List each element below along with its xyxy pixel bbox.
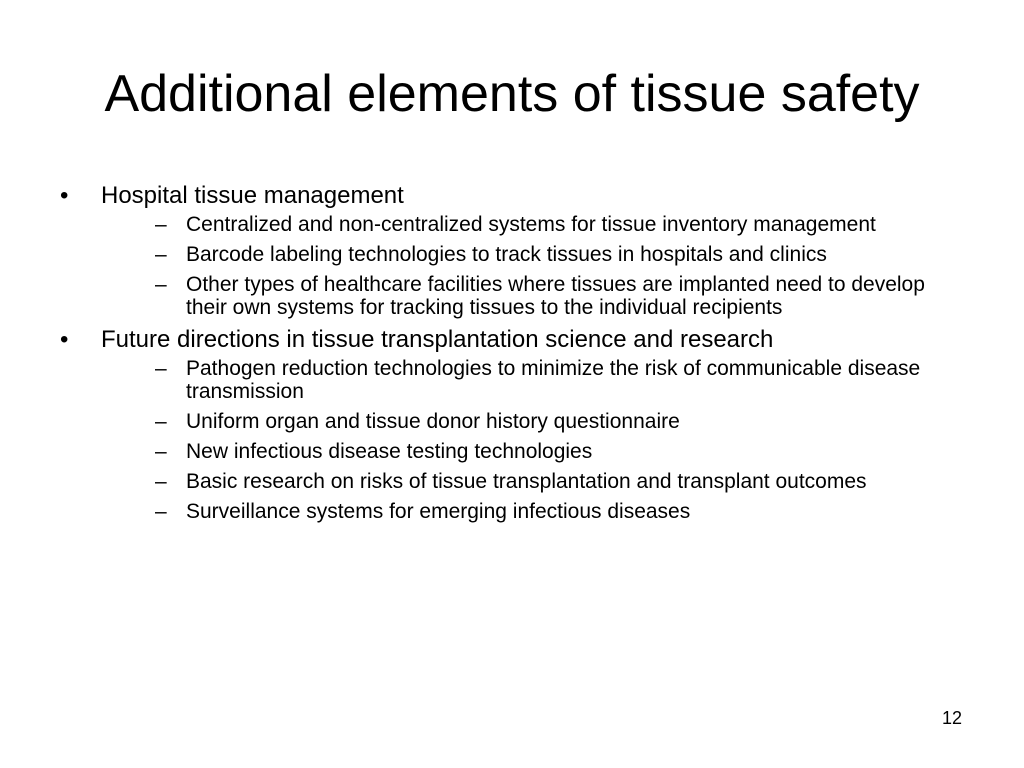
sub-bullet-text: New infectious disease testing technologies [186,440,593,463]
dash-icon: – [155,273,167,296]
bullet-icon: • [60,326,69,353]
sub-bullet-text: Other types of healthcare facilities where tissues are implanted need to develop their own systems for tracking tissues to the individual recipients [186,273,925,319]
bullet-text: Hospital tissue management [101,182,404,209]
dash-icon: – [155,470,167,493]
bullet-icon: • [60,182,69,209]
sub-bullet-list [101,213,960,319]
dash-icon: – [155,357,167,380]
bullet-item-future-directions [60,326,960,523]
sub-bullet-text: Basic research on risks of tissue transplantation and transplant outcomes [186,470,867,493]
sub-bullet-item [101,470,960,493]
sub-bullet-item [101,500,960,523]
bullet-text: Future directions in tissue transplantation science and research [101,326,774,353]
sub-bullet-text: Surveillance systems for emerging infectious diseases [186,500,691,523]
dash-icon: – [155,213,167,236]
dash-icon: – [155,243,167,266]
slide-title: Additional elements of tissue safety [104,65,920,123]
sub-bullet-list [101,357,960,523]
sub-bullet-item [101,273,960,319]
sub-bullet-item [101,440,960,463]
sub-bullet-item [101,213,960,236]
dash-icon: – [155,500,167,523]
page-number: 12 [941,708,962,728]
bullet-list [60,182,960,530]
sub-bullet-text: Barcode labeling technologies to track tissues in hospitals and clinics [186,243,827,266]
dash-icon: – [155,410,167,433]
sub-bullet-text: Centralized and non-centralized systems for tissue inventory management [186,213,876,236]
sub-bullet-item [101,410,960,433]
bullet-item-hospital-tissue-management [60,182,960,319]
sub-bullet-text: Pathogen reduction technologies to minimize the risk of communicable disease transmission [186,357,921,403]
sub-bullet-text: Uniform organ and tissue donor history questionnaire [186,410,680,433]
dash-icon: – [155,440,167,463]
sub-bullet-item [101,357,960,403]
sub-bullet-item [101,243,960,266]
